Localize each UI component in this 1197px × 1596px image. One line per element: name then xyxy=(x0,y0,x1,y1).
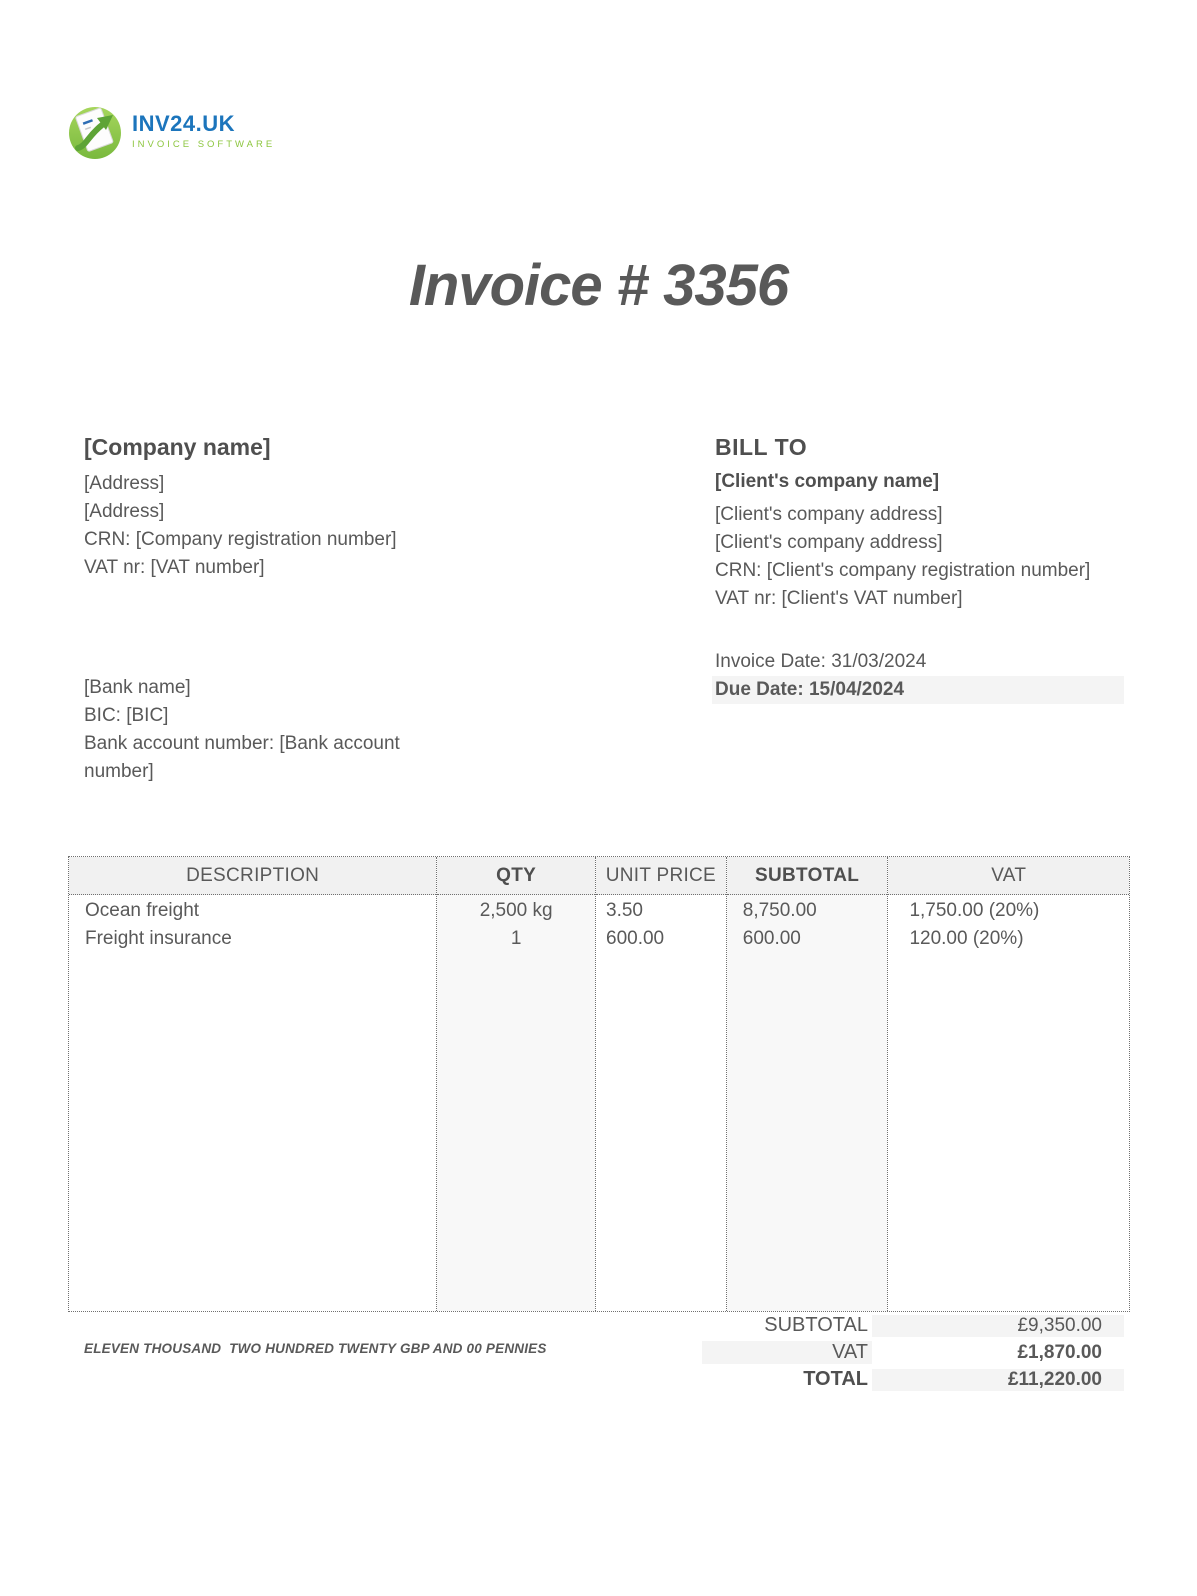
unit-price-cells xyxy=(596,895,726,1311)
invoice-date-line xyxy=(712,648,1132,676)
subtotal-label: SUBTOTAL xyxy=(764,1314,868,1336)
cell-qty: 2,500 kg xyxy=(479,900,553,921)
due-date-label: Due Date: xyxy=(715,679,804,700)
bank-name-line: [Bank name] xyxy=(84,677,191,698)
invoice-arrow-logo-icon xyxy=(66,102,124,160)
invoice-date-value: 31/03/2024 xyxy=(831,651,927,672)
seller-block xyxy=(84,434,504,582)
cell-qty: 1 xyxy=(510,928,522,949)
client-vat-line: VAT nr: [Client's VAT number] xyxy=(715,588,963,609)
cell-subtotal: 600.00 xyxy=(742,928,801,949)
column-header-description: DESCRIPTION xyxy=(69,857,436,895)
qty-cells xyxy=(437,895,595,1311)
bank-account-line: Bank account number: [Bank account number] xyxy=(84,733,400,782)
bill-to-block xyxy=(715,434,1135,613)
column-subtotal xyxy=(727,857,889,1311)
invoice-date-label: Invoice Date: xyxy=(715,651,826,672)
due-date-line xyxy=(712,676,1124,704)
cell-description: Ocean freight xyxy=(85,900,200,921)
logo-text xyxy=(132,112,275,150)
subtotal-value: £9,350.00 xyxy=(872,1315,1124,1337)
client-address-line: [Client's company address] xyxy=(715,504,943,525)
client-company-name: [Client's company name] xyxy=(715,471,940,492)
seller-crn-line: CRN: [Company registration number] xyxy=(84,529,397,550)
client-crn-line: CRN: [Client's company registration number] xyxy=(715,560,1091,581)
vat-cells xyxy=(888,895,1129,1311)
column-vat xyxy=(888,857,1129,1311)
cell-unit-price: 600.00 xyxy=(606,928,665,949)
seller-address-line: [Address] xyxy=(84,473,165,494)
brand-name: INV24.UK xyxy=(132,111,236,136)
description-cells xyxy=(69,895,436,1311)
total-label: TOTAL xyxy=(803,1368,868,1390)
vat-label: VAT xyxy=(702,1341,872,1364)
cell-vat: 120.00 (20%) xyxy=(909,928,1024,949)
column-qty xyxy=(437,857,596,1311)
cell-unit-price: 3.50 xyxy=(606,900,643,921)
cell-vat: 1,750.00 (20%) xyxy=(909,900,1040,921)
total-row xyxy=(68,1366,1124,1393)
column-unit-price xyxy=(596,857,727,1311)
bank-bic-line: BIC: [BIC] xyxy=(84,705,169,726)
cell-subtotal: 8,750.00 xyxy=(742,900,817,921)
dates-block xyxy=(712,648,1132,704)
total-value: £11,220.00 xyxy=(872,1369,1124,1391)
due-date-value: 15/04/2024 xyxy=(808,679,905,700)
line-items-table xyxy=(68,856,1130,1312)
column-header-vat: VAT xyxy=(888,857,1129,895)
seller-address-line: [Address] xyxy=(84,501,165,522)
client-address-line: [Client's company address] xyxy=(715,532,943,553)
vat-value: £1,870.00 xyxy=(1017,1341,1102,1363)
column-header-qty: QTY xyxy=(437,857,595,895)
column-description xyxy=(69,857,437,1311)
brand-tagline: INVOICE SOFTWARE xyxy=(132,139,276,150)
column-header-unit-price: UNIT PRICE xyxy=(596,857,726,895)
cell-description: Freight insurance xyxy=(85,928,232,949)
seller-vat-line: VAT nr: [VAT number] xyxy=(84,557,265,578)
seller-company-name: [Company name] xyxy=(84,434,271,460)
bill-to-heading: BILL TO xyxy=(715,434,808,460)
subtotal-row xyxy=(68,1312,1124,1339)
logo xyxy=(66,102,275,160)
column-header-subtotal: SUBTOTAL xyxy=(727,857,888,895)
amount-in-words: ELEVEN THOUSAND TWO HUNDRED TWENTY GBP AND 00 PENNIES xyxy=(84,1341,547,1356)
invoice-title: Invoice # 3356 xyxy=(408,253,789,318)
subtotal-cells xyxy=(727,895,888,1311)
bank-block xyxy=(84,674,414,786)
